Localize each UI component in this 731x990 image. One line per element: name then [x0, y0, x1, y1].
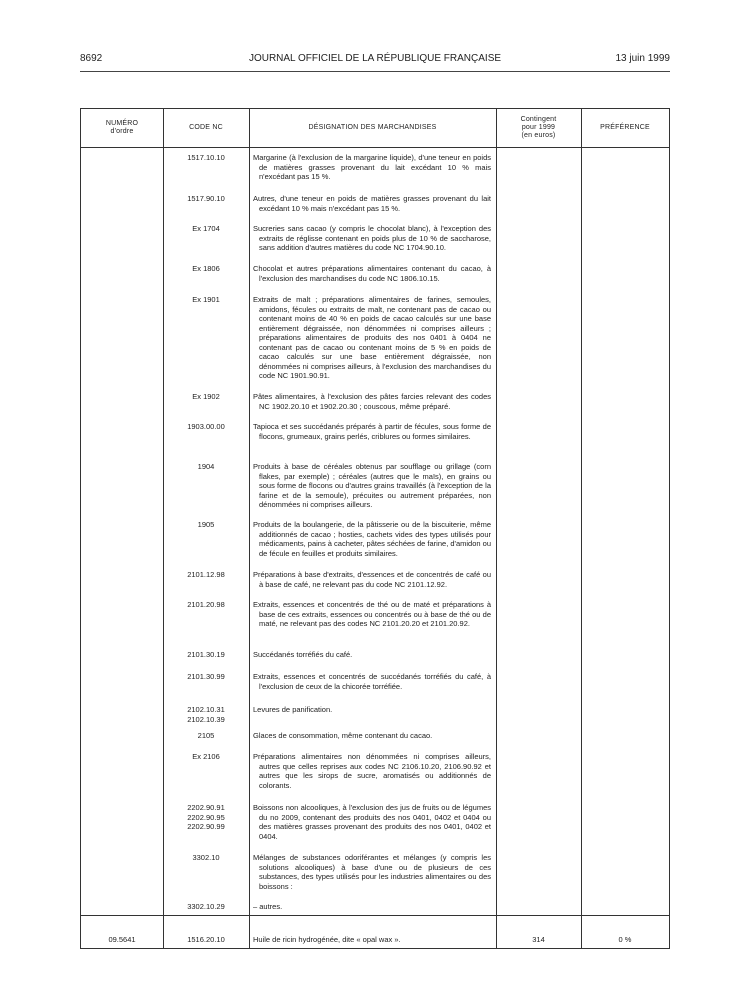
merchandise-table [80, 108, 670, 949]
page-number: 8692 [80, 53, 103, 64]
row-designation: Succédanés torréfiés du café. [253, 650, 353, 659]
last-row-preference: 0 % [618, 935, 632, 944]
row-designation: Produits de la boulangerie, de la pâtisserie ou de la biscuiterie, même additionnés de cacao ; hosties, cachets vides des types utilisés pour médicaments, pains à cacheter, pâtes séchées de farine, d'amidon ou de fécule en feuilles et produits similaires. [253, 520, 491, 558]
header-divider [81, 147, 669, 148]
row-code: 2101.20.98 [187, 600, 225, 609]
row-divider [81, 915, 669, 916]
row-designation: Extraits, essences et concentrés de succédanés torréfiés du café, à l'exclusion de ceux de la chicorée torréfiée. [253, 672, 491, 691]
column-header-code: CODE NC [189, 124, 223, 131]
row-designation: Tapioca et ses succédanés préparés à partir de fécules, sous forme de flocons, grumeaux, grains perlés, criblures ou formes similaires. [253, 422, 491, 441]
row-code: 2101.12.98 [187, 570, 225, 579]
row-code: 1904 [197, 462, 215, 471]
journal-title: JOURNAL OFFICIEL DE LA RÉPUBLIQUE FRANÇAISE [248, 53, 502, 64]
row-code: 2102.10.31 2102.10.39 [187, 705, 225, 724]
column-divider [249, 109, 250, 948]
row-designation: Chocolat et autres préparations alimentaires contenant du cacao, à l'exclusion des marchandises du code NC 1806.10.15. [253, 264, 491, 283]
row-code: 1517.10.10 [187, 153, 225, 162]
publication-date: 13 juin 1999 [615, 53, 670, 64]
row-designation: Glaces de consommation, même contenant du cacao. [253, 731, 433, 740]
row-code: Ex 1704 [192, 224, 220, 233]
page-header [80, 51, 670, 72]
last-row-code: 1516.20.10 [187, 935, 225, 944]
row-code: 2105 [197, 731, 215, 740]
row-code: 1517.90.10 [187, 194, 225, 203]
row-code: 2202.90.91 2202.90.95 2202.90.99 [187, 803, 225, 831]
column-header-contingent: Contingent pour 1999 (en euros) [520, 116, 557, 139]
row-designation: Préparations alimentaires non dénommées ni comprises ailleurs, autres que celles reprises aux codes NC 2106.10.20, 2106.90.92 et autres que les sirops de sucre, aromatisés ou additionnés de colorants. [253, 752, 491, 790]
row-code: 3302.10 [192, 853, 220, 862]
row-code: Ex 1806 [192, 264, 220, 273]
last-row-numero: 09.5641 [108, 935, 136, 944]
row-code: 3302.10.29 [187, 902, 225, 911]
row-designation: Boissons non alcooliques, à l'exclusion des jus de fruits ou de légumes du no 2009, contenant des produits des nos 0401, 0402 et 0404 ou des matières grasses provenant des produits des nos 0401, 0402 et 0404. [253, 803, 491, 841]
row-code: 1905 [197, 520, 215, 529]
row-code: 2101.30.99 [187, 672, 225, 681]
row-code: 2101.30.19 [187, 650, 225, 659]
row-code: Ex 1902 [192, 392, 220, 401]
row-designation: – autres. [253, 902, 283, 911]
row-designation: Préparations à base d'extraits, d'essences et de concentrés de café ou à base de café, ne relevant pas du code NC 2101.12.92. [253, 570, 491, 589]
column-header-designation: DÉSIGNATION DES MARCHANDISES [308, 124, 437, 131]
row-code: 1903.00.00 [187, 422, 225, 431]
row-designation: Extraits, essences et concentrés de thé ou de maté et préparations à base de ces extraits, essences ou concentrés ou à base de thé ou de maté, ne relevant pas des codes NC 2101.20.20 et 2101.20.92. [253, 600, 491, 628]
row-designation: Sucreries sans cacao (y compris le chocolat blanc), à l'exception des extraits de réglisse contenant en poids plus de 10 % de saccharose, sans addition d'autres matières du code NC 1704.90.10. [253, 224, 491, 252]
last-row-contingent: 314 [532, 935, 545, 944]
row-code: Ex 1901 [192, 295, 220, 304]
column-divider [581, 109, 582, 948]
row-designation: Pâtes alimentaires, à l'exclusion des pâtes farcies relevant des codes NC 1902.20.10 et 1902.20.30 ; couscous, même préparé. [253, 392, 491, 411]
row-designation: Produits à base de céréales obtenus par soufflage ou grillage (corn flakes, par exemple) ; céréales (autres que le maïs), en grains ou sous forme de flocons ou d'autres grains travaillés (à l'exception de la farine et de la semoule), précuites ou autrement préparées, non dénommées ni comprises ailleurs. [253, 462, 491, 509]
last-row-designation: Huile de ricin hydrogénée, dite « opal wax ». [253, 935, 401, 944]
column-header-preference: PRÉFÉRENCE [600, 124, 650, 131]
row-designation: Extraits de malt ; préparations alimentaires de farines, semoules, amidons, fécules ou extraits de malt, ne contenant pas de cacao ou contenant moins de 40 % en poids de cacao calculés sur une base entièrement dégraissée, non dénommées ni comprises ailleurs ; préparations alimentaires de produits des nos 0401 à 0404 ne contenant pas de cacao ou contenant moins de 5 % en poids de cacao calculés sur une base entièrement dégraissée, non dénommées ni comprises ailleurs, à l'exclusion des marchandises du code NC 1901.90.91. [253, 295, 491, 380]
column-header-numero: NUMÉRO d'ordre [105, 120, 139, 135]
column-divider [496, 109, 497, 948]
row-designation: Mélanges de substances odoriférantes et mélanges (y compris les solutions alcooliques) à base d'une ou de plusieurs de ces substances, des types utilisés pour les industries alimentaires ou des boissons : [253, 853, 491, 891]
row-designation: Autres, d'une teneur en poids de matières grasses provenant du lait excédant 10 % mais n'excédant pas 15 %. [253, 194, 491, 213]
row-code: Ex 2106 [192, 752, 220, 761]
row-designation: Levures de panification. [253, 705, 333, 714]
row-designation: Margarine (à l'exclusion de la margarine liquide), d'une teneur en poids de matières grasses provenant du lait excédant 10 % mais n'excédant pas 15 %. [253, 153, 491, 181]
